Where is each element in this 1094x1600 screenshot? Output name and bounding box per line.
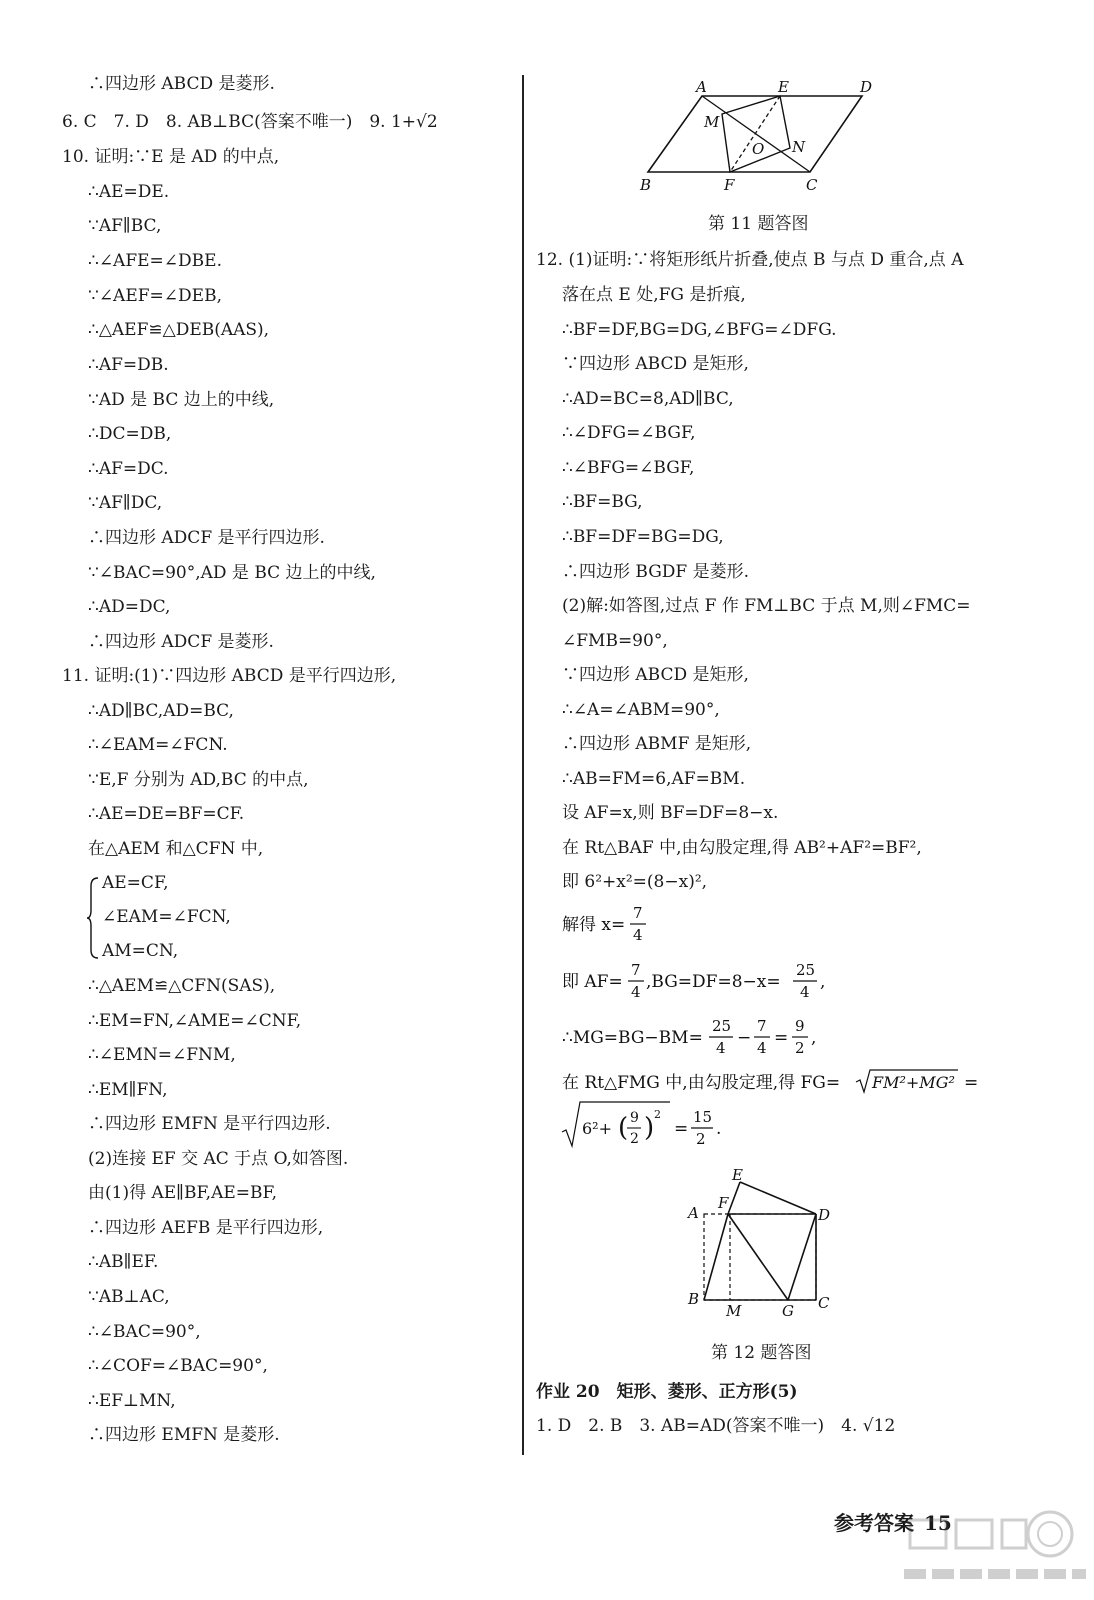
right-line-14: ∴∠A=∠ABM=90°,: [562, 700, 720, 720]
left-line-26: AM=CN,: [102, 941, 179, 961]
solve-x-equation: [560, 900, 680, 950]
left-line-40: ∴四边形 EMFN 是菱形.: [88, 1425, 280, 1445]
left-line-30: ∴EM∥FN,: [88, 1080, 168, 1100]
fg-sqrt-content: FM²+MG²: [872, 1073, 955, 1092]
af-frac-num: 7: [631, 961, 641, 979]
left-line-25: ∠EAM=∠FCN,: [102, 907, 231, 927]
left-line-14: ∴四边形 ADCF 是平行四边形.: [88, 528, 325, 548]
right-line-19: 即 6²+x²=(8−x)²,: [562, 872, 708, 892]
left-line-33: 由(1)得 AE∥BF,AE=BF,: [88, 1183, 278, 1203]
column-divider: [522, 75, 524, 1455]
right-line-3: ∴BF=DF,BG=DG,∠BFG=∠DFG.: [562, 320, 837, 340]
right-line-10: ∴四边形 BGDF 是菱形.: [562, 562, 750, 582]
fig11-label-o: O: [752, 140, 765, 158]
fg-frac9-den: 2: [630, 1131, 639, 1147]
af-end: ,: [820, 972, 826, 992]
left-line-4: ∴AE=DE.: [88, 182, 170, 202]
watermark-logo-icon: [900, 1508, 1090, 1593]
fig12-label-f: F: [718, 1194, 729, 1212]
figure-12-caption: 第 12 题答图: [711, 1343, 812, 1363]
mg-frac2-den: 4: [757, 1039, 767, 1057]
fig12-label-m: M: [726, 1302, 742, 1320]
section-20-answers: 1. D 2. B 3. AB=AD(答案不唯一) 4. √12: [536, 1416, 896, 1436]
mg-prefix: ∴MG=BG−BM=: [562, 1028, 703, 1048]
left-line-36: ∵AB⊥AC,: [88, 1287, 170, 1307]
left-line-17: ∴四边形 ADCF 是菱形.: [88, 632, 274, 652]
left-line-22: ∴AE=DE=BF=CF.: [88, 804, 245, 824]
fg-equation-line2: [560, 1100, 740, 1152]
left-line-5: ∵AF∥BC,: [88, 216, 162, 236]
right-line-6: ∴∠DFG=∠BGF,: [562, 423, 696, 443]
fg-frac15-den: 2: [696, 1130, 706, 1148]
mg-comma: ,: [811, 1028, 817, 1048]
fg-equals2: =: [674, 1119, 689, 1139]
right-line-7: ∴∠BFG=∠BGF,: [562, 458, 695, 478]
left-line-7: ∵∠AEF=∠DEB,: [88, 286, 222, 306]
mg-frac3-num: 9: [795, 1017, 805, 1035]
left-line-16: ∴AD=DC,: [88, 597, 171, 617]
right-line-17: 设 AF=x,则 BF=DF=8−x.: [562, 803, 779, 823]
fig11-label-c: C: [806, 176, 818, 194]
left-line-21: ∵E,F 分别为 AD,BC 的中点,: [88, 770, 309, 790]
fig12-label-a: A: [688, 1204, 699, 1222]
af-prefix: 即 AF=: [562, 972, 623, 992]
right-line-16: ∴AB=FM=6,AF=BM.: [562, 769, 746, 789]
frac-4-den: 4: [633, 926, 643, 944]
right-line-15: ∴四边形 ABMF 是矩形,: [562, 734, 752, 754]
left-line-9: ∴AF=DB.: [88, 355, 169, 375]
right-line-18: 在 Rt△BAF 中,由勾股定理,得 AB²+AF²=BF²,: [562, 838, 922, 858]
left-line-37: ∴∠BAC=90°,: [88, 1322, 201, 1342]
footer-label: 参考答案: [834, 1511, 914, 1535]
section-20-title: 作业 20 矩形、菱形、正方形(5): [536, 1382, 798, 1402]
fg-period: .: [716, 1119, 722, 1139]
left-line-38: ∴∠COF=∠BAC=90°,: [88, 1356, 268, 1376]
fig11-label-a: A: [696, 78, 707, 96]
af-equation: [560, 957, 860, 1007]
left-line-31: ∴四边形 EMFN 是平行四边形.: [88, 1114, 331, 1134]
fg-6sq: 6²+: [582, 1119, 612, 1138]
left-line-35: ∴AB∥EF.: [88, 1252, 159, 1272]
mg-frac1-den: 4: [716, 1039, 726, 1057]
left-line-2: 6. C 7. D 8. AB⊥BC(答案不唯一) 9. 1+√2: [62, 112, 438, 132]
fig11-label-e: E: [778, 78, 789, 96]
fg-square: 2: [654, 1108, 661, 1121]
right-line-11: (2)解:如答图,过点 F 作 FM⊥BC 于点 M,则∠FMC=: [562, 596, 971, 616]
left-line-19: ∴AD∥BC,AD=BC,: [88, 701, 234, 721]
figure-11-diagram: [630, 74, 890, 196]
af-mid: ,BG=DF=8−x=: [646, 972, 781, 992]
fig11-label-b: B: [640, 176, 652, 194]
mg-frac1-num: 25: [712, 1017, 732, 1035]
left-line-10: ∵AD 是 BC 边上的中线,: [88, 390, 275, 410]
fig12-label-e: E: [732, 1166, 743, 1184]
brace-icon: [86, 876, 100, 960]
left-line-27: ∴△AEM≌△CFN(SAS),: [88, 976, 276, 996]
left-line-20: ∴∠EAM=∠FCN.: [88, 735, 228, 755]
left-line-34: ∴四边形 AEFB 是平行四边形,: [88, 1218, 324, 1238]
figure-12-diagram: [680, 1166, 840, 1322]
bg-frac-den: 4: [800, 983, 810, 1001]
mg-frac2-num: 7: [757, 1017, 767, 1035]
fg-frac9-num: 9: [630, 1110, 639, 1126]
left-line-23: 在△AEM 和△CFN 中,: [88, 839, 264, 859]
fig11-label-f: F: [724, 176, 735, 194]
af-frac-den: 4: [631, 983, 641, 1001]
left-line-6: ∴∠AFE=∠DBE.: [88, 251, 222, 271]
right-line-12: ∠FMB=90°,: [562, 631, 668, 651]
fig12-label-d: D: [818, 1206, 831, 1224]
right-line-13: ∵四边形 ABCD 是矩形,: [562, 665, 749, 685]
fg-prefix: 在 Rt△FMG 中,由勾股定理,得 FG=: [562, 1073, 841, 1093]
left-line-12: ∴AF=DC.: [88, 459, 169, 479]
fig11-label-d: D: [860, 78, 873, 96]
right-line-8: ∴BF=BG,: [562, 492, 643, 512]
left-line-3: 10. 证明:∵E 是 AD 的中点,: [62, 147, 280, 167]
fig11-label-n: N: [792, 138, 806, 156]
left-line-24: AE=CF,: [102, 873, 169, 893]
left-line-18: 11. 证明:(1)∵四边形 ABCD 是平行四边形,: [62, 666, 397, 686]
solve-prefix: 解得 x=: [562, 915, 626, 935]
left-line-28: ∴EM=FN,∠AME=∠CNF,: [88, 1011, 302, 1031]
right-line-2: 落在点 E 处,FG 是折痕,: [562, 285, 746, 305]
fig12-label-g: G: [782, 1302, 794, 1320]
fg-equation-line1: [560, 1068, 990, 1098]
fg-paren-open: (: [618, 1113, 629, 1143]
frac-7-num: 7: [633, 904, 643, 922]
fg-paren-close: ): [644, 1113, 655, 1143]
figure-11-caption: 第 11 题答图: [708, 214, 809, 234]
fg-frac15-num: 15: [693, 1108, 713, 1126]
mg-frac3-den: 2: [795, 1039, 805, 1057]
mg-equals: =: [774, 1028, 789, 1048]
fig12-label-b: B: [688, 1290, 700, 1308]
fig11-label-m: M: [704, 113, 720, 131]
mg-minus: −: [737, 1028, 752, 1048]
left-line-8: ∴△AEF≌△DEB(AAS),: [88, 320, 270, 340]
mg-equation: [560, 1013, 840, 1063]
left-line-32: (2)连接 EF 交 AC 于点 O,如答图.: [88, 1149, 349, 1169]
left-line-11: ∴DC=DB,: [88, 424, 172, 444]
bg-frac-num: 25: [796, 961, 816, 979]
left-line-15: ∵∠BAC=90°,AD 是 BC 边上的中线,: [88, 563, 376, 583]
right-line-1: 12. (1)证明:∵将矩形纸片折叠,使点 B 与点 D 重合,点 A: [536, 250, 964, 270]
right-line-5: ∴AD=BC=8,AD∥BC,: [562, 389, 734, 409]
right-line-4: ∵四边形 ABCD 是矩形,: [562, 354, 749, 374]
left-line-39: ∴EF⊥MN,: [88, 1391, 176, 1411]
fig12-label-c: C: [818, 1294, 830, 1312]
fg-equals: =: [964, 1073, 979, 1093]
page-number: 15: [924, 1511, 952, 1535]
left-line-1: ∴四边形 ABCD 是菱形.: [88, 74, 275, 94]
right-line-9: ∴BF=DF=BG=DG,: [562, 527, 724, 547]
left-line-13: ∵AF∥DC,: [88, 493, 163, 513]
left-line-29: ∴∠EMN=∠FNM,: [88, 1045, 236, 1065]
